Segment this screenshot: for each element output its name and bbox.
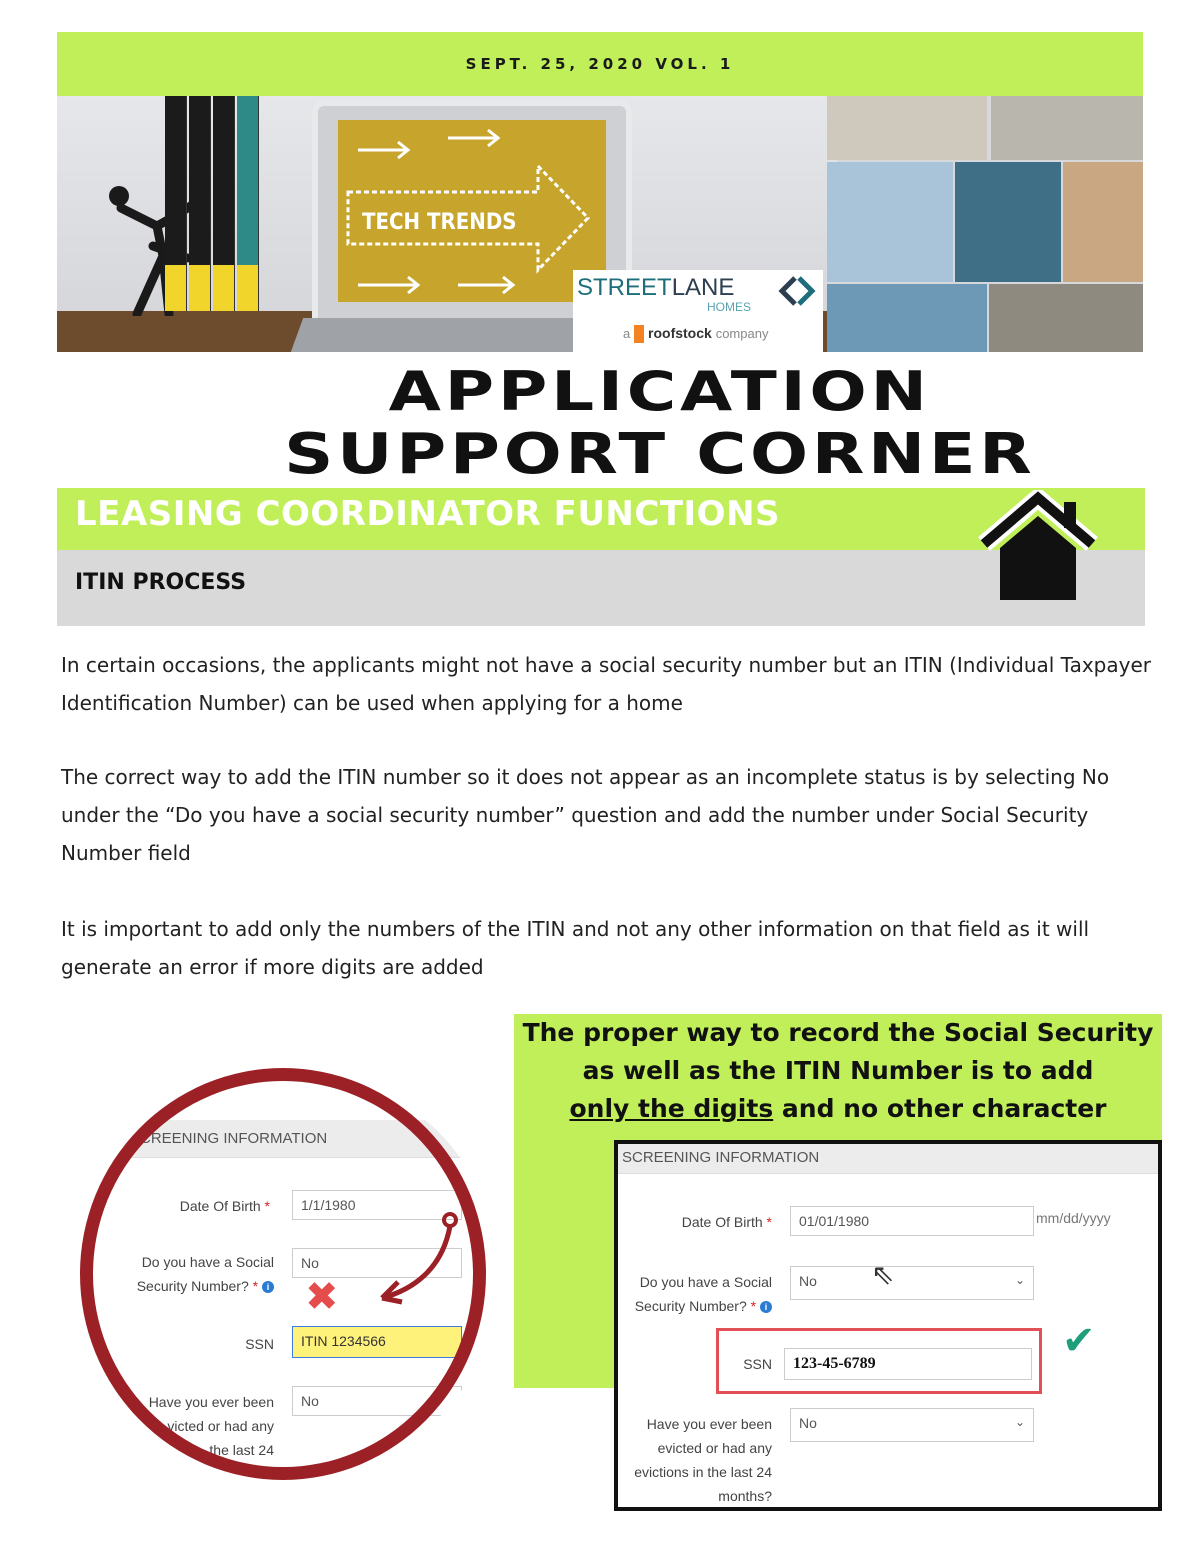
ssn-label: SSN <box>743 1356 772 1372</box>
office-photo <box>827 162 953 282</box>
section-title: LEASING COORDINATOR FUNCTIONS <box>75 494 781 534</box>
house-icon <box>978 490 1098 602</box>
office-photo <box>827 284 987 352</box>
ssn-question-label: Do you have a Social Security Number? * i <box>634 1274 772 1314</box>
screening-header: SCREENING INFORMATION <box>618 1144 1158 1174</box>
office-photo <box>989 284 1143 352</box>
date-format-hint: mm/dd/yyyy <box>1036 1210 1111 1226</box>
date-bar <box>57 32 1143 96</box>
eviction-select[interactable]: No <box>292 1386 462 1416</box>
eviction-question-label: Have you ever been victed or had any the last 24 <box>148 1394 274 1458</box>
ssn-question-select[interactable]: No <box>292 1248 462 1278</box>
dob-label: Date Of Birth * <box>179 1198 270 1214</box>
laptop-text: TECH TRENDS <box>362 210 517 235</box>
logo-brand: STREETLANE <box>577 274 735 301</box>
roofstock-mark-icon <box>634 325 644 343</box>
screening-header: CREENING INFORMATION <box>78 1120 498 1158</box>
laptop-screen <box>338 120 606 302</box>
check-mark-icon: ✔ <box>1062 1318 1096 1364</box>
body-paragraph-2: The correct way to add the ITIN number so it does not appear as an incomplete status is by selecting No under the “Do you have a social security number” question and add the number under Social Security Number field <box>61 765 1110 865</box>
office-photo-collage <box>827 96 1143 352</box>
book <box>237 96 259 311</box>
ssn-highlight-box <box>716 1328 1042 1394</box>
book <box>189 96 211 311</box>
streetlane-logo <box>573 270 823 352</box>
eviction-question-label: Have you ever been evicted or had any evictions in the last 24 months? <box>634 1416 772 1504</box>
issue-date: SEPT. 25, 2020 VOL. 1 <box>465 55 735 73</box>
office-photo <box>1063 162 1143 282</box>
book <box>165 96 187 311</box>
callout-emphasis: only the digits <box>569 1094 774 1123</box>
dob-label: Date Of Birth * <box>681 1214 772 1230</box>
ssn-field[interactable]: ITIN 1234566 <box>292 1326 462 1358</box>
callout-text: The proper way to record the Social Security as well as the ITIN Number is to add only the digits and no other character <box>522 1018 1154 1123</box>
office-photo <box>827 96 987 160</box>
logo-mark-icon <box>777 276 817 306</box>
body-paragraph-3: It is important to add only the numbers of the ITIN and not any other information on that field as it will generate an error if more digits are added <box>61 917 1090 979</box>
body-paragraph-1: In certain occasions, the applicants might not have a social security number but an ITIN (Individual Taxpayer Identification Number) can be used when applying for a home <box>61 653 1151 715</box>
logo-sub: HOMES <box>707 300 752 314</box>
subsection-title: ITIN PROCESS <box>75 570 247 595</box>
info-icon: i <box>760 1301 772 1313</box>
office-photo <box>991 96 1143 160</box>
page-title-line2: SUPPORT CORNER <box>284 422 1036 487</box>
office-photo <box>955 162 1061 282</box>
x-mark-icon: ✖ <box>305 1274 339 1320</box>
mouse-cursor-icon: ⇖ <box>871 1258 895 1291</box>
chevron-down-icon: ⌄ <box>1014 1415 1025 1429</box>
info-icon: i <box>262 1281 274 1293</box>
ssn-field[interactable]: 123-45-6789 <box>784 1348 1032 1380</box>
dob-field[interactable]: 1/1/1980 <box>292 1190 462 1220</box>
book <box>213 96 235 311</box>
chevron-down-icon: ⌄ <box>1014 1273 1025 1287</box>
ssn-question-label: Do you have a Social Security Number? * i <box>136 1254 274 1294</box>
ssn-label: SSN <box>245 1336 274 1352</box>
dob-field[interactable]: 01/01/1980 <box>790 1206 1034 1236</box>
pointer-arrow-icon <box>372 1210 472 1310</box>
ssn-question-select[interactable]: No ⌄ <box>790 1266 1034 1300</box>
page-title-line1: APPLICATION <box>388 360 931 423</box>
logo-partner-line: a roofstock company <box>623 325 768 343</box>
eviction-select[interactable]: No ⌄ <box>790 1408 1034 1442</box>
